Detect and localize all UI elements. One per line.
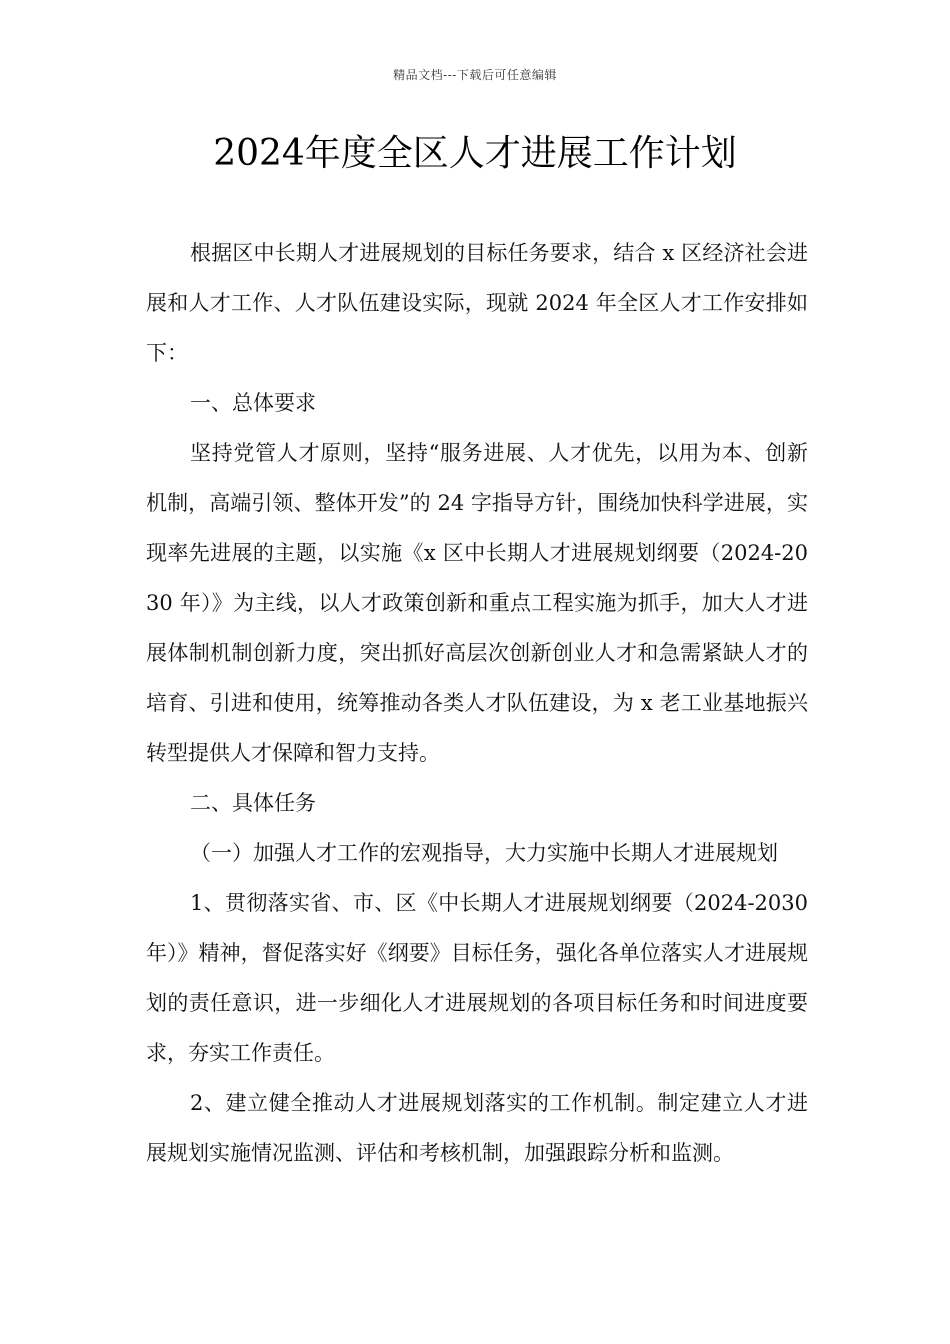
paragraph-task-item-2: 2、建立健全推动人才进展规划落实的工作机制。制定建立人才进展规划实施情况监测、评估和考核机制，加强跟踪分析和监测。	[146, 1091, 808, 1165]
paragraph-task-item-1: 1、贯彻落实省、市、区《中长期人才进展规划纲要（2024-2030 年）》精神，督促落实好《纲要》目标任务，强化各单位落实人才进展规划的责任意识，进一步细化人才进展规划的各项目标任务和时间进度要求，夯实工作责任。	[146, 891, 808, 1065]
heading-general-requirements: 一、总体要求	[190, 391, 316, 415]
subheading-task-one: （一）加强人才工作的宏观指导，大力实施中长期人才进展规划	[190, 841, 778, 865]
document-title: 2024年度全区人才进展工作计划	[213, 133, 737, 174]
document-body	[146, 228, 808, 1178]
heading-specific-tasks: 二、具体任务	[190, 791, 316, 815]
header-note: 精品文档---下载后可任意编辑	[393, 68, 557, 82]
paragraph-general-requirements: 坚持党管人才原则，坚持“服务进展、人才优先，以用为本、创新机制，高端引领、整体开发”的 24 字指导方针，围绕加快科学进展，实现率先进展的主题，以实施《x 区中长期人才进展规划纲要（2024-2030 年）》为主线，以人才政策创新和重点工程实施为抓手，加大人才进展体制机制创新力度，突出抓好高层次创新创业人才和急需紧缺人才的培育、引进和使用，统筹推动各类人才队伍建设，为 x 老工业基地振兴转型提供人才保障和智力支持。	[146, 441, 808, 765]
paragraph-intro: 根据区中长期人才进展规划的目标任务要求，结合 x 区经济社会进展和人才工作、人才队伍建设实际，现就 2024 年全区人才工作安排如下：	[146, 241, 808, 365]
